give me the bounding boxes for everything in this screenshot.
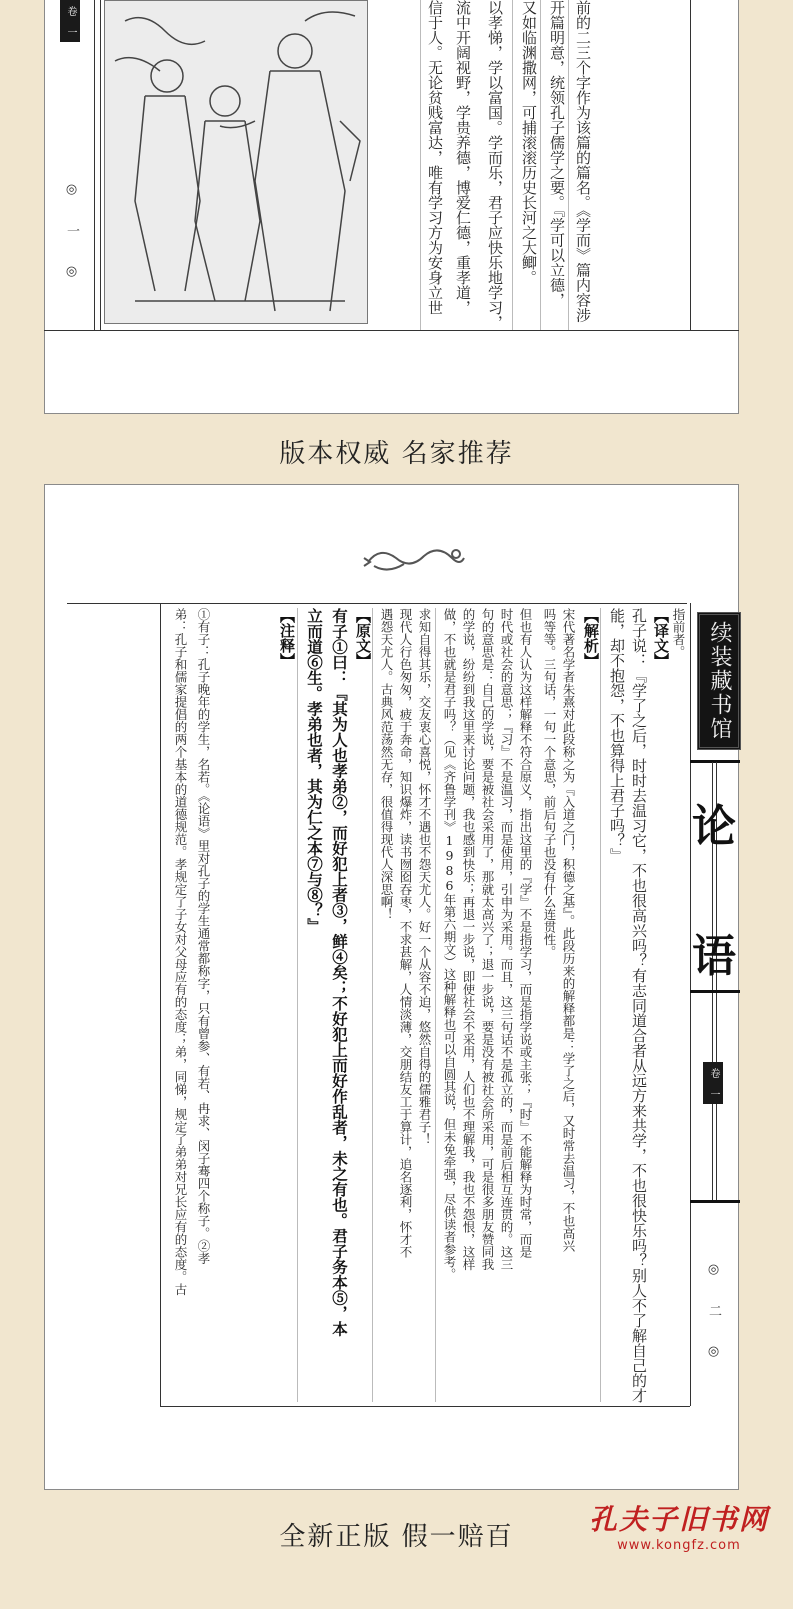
top-page-number: ◎ 一 ◎ [64, 182, 79, 285]
top-volume-tab: 卷 一 [60, 0, 80, 42]
bottom-column-note-2: 弟：孔子和儒家提倡的两个基本的道德规范。孝规定了子女对父母应有的态度；弟，同悌，规定了弟弟对兄长应有的态度。古 [173, 608, 188, 1296]
bottom-column-14: 现代人行色匆匆，疲于奔命，知识爆炸，读书囫囵吞枣，不求甚解，人情淡薄，交朋结友工于算计，追名逐利，怀才不 [398, 608, 413, 1258]
spine-rule-3 [690, 1200, 740, 1203]
col-rule [512, 0, 513, 330]
col-rule [568, 0, 569, 330]
top-column-1: 前的二三个字作为该篇的篇名。《学而》篇内容涉 [574, 0, 592, 323]
book-title-char-2: 语 [692, 931, 736, 982]
bottom-column-original-1: 有子①曰：『其为人也孝弟②，而好犯上者③，鲜④矣；不好犯上而好作乱者，未之有也。君子务本⑤，本 [330, 608, 349, 1337]
top-text-block [420, 0, 690, 330]
section-head-notes: 【注释】 [278, 608, 296, 668]
kongfz-watermark [589, 1498, 769, 1553]
bottom-column-8: 但也有人认为这样解释不符合原义，指出这里的『学』不是指学习，而是指学说或主张；『时』不能解释为时常，而是 [518, 608, 533, 1258]
bottom-page-number: ◎ 二 ◎ [706, 1262, 721, 1365]
brand-logo: 续装藏书馆 [697, 612, 741, 750]
watermark-name: 孔夫子旧书网 [588, 1503, 769, 1536]
top-column-5: 流中开阔视野，学贵养德，博爱仁德，重孝道， [454, 0, 472, 315]
bottom-volume-tab: 卷 一 [703, 1062, 723, 1104]
col-rule [297, 608, 298, 1402]
bottom-column-4: 能，却不抱怨，不也算得上君子吗？』 [608, 608, 626, 863]
caption-bottom: 全新正版 假一赔百 [279, 1522, 514, 1552]
bottom-text-block [160, 608, 690, 1402]
top-margin-rule-right [690, 0, 691, 330]
col-rule [420, 0, 421, 330]
top-margin-rule-left-inner [100, 0, 101, 330]
bottom-column-7: 吗等等。三句话，一句一个意思，前后句子也没有什么连贯性。 [542, 608, 557, 958]
watermark-url: www.kongfz.com [617, 1538, 741, 1553]
bottom-column-3: 孔子说：『学了之后，时时去温习它，不也很高兴吗？有志同道合者从远方来共学，不也很快乐吗？别人不了解自己的才 [630, 608, 648, 1403]
bottom-column-12: 做，不也就是君子吗？（见《齐鲁学刊》1986年第六期文）这种解释也可以自圆其说，但未免牵强，尽供读者参考。 [442, 608, 457, 1281]
spine-rule [690, 760, 740, 763]
top-column-4: 以孝悌，学以富国。学而乐，君子应快乐地学习， [486, 0, 504, 330]
confucius-illustration [104, 0, 368, 324]
top-margin-rule-left [94, 0, 95, 330]
bottom-column-6: 宋代著名学者朱熹对此段称之为『入道之门，积德之基』。此段历来的解释都是：学了之后，又时常去温习，不也高兴 [561, 608, 576, 1252]
section-head-translation: 【译文】 [652, 608, 670, 668]
col-rule [435, 608, 436, 1402]
dragon-ornament-icon [360, 540, 470, 578]
bottom-page-number-value: 二 [706, 1304, 721, 1323]
section-head-analysis: 【解析】 [582, 608, 600, 668]
bottom-column-15: 遇怨天尤人。古典风范荡然无存，很值得现代人深思啊！ [379, 608, 394, 921]
col-rule [372, 608, 373, 1402]
bottom-bottom-rule [160, 1406, 690, 1407]
bottom-column-1: 指前者。 [671, 608, 686, 658]
bottom-right-rule [690, 603, 691, 1406]
bottom-column-10: 句的意思是：自己的学说，要是被社会采用了，那就太高兴了；退一步说，要是没有被社会所采用，可是很多朋友赞同我 [480, 608, 495, 1271]
top-column-2: 开篇明意，统领孔子儒学之要。『学可以立德， [548, 0, 566, 308]
bottom-column-13: 求知自得其乐，交友衷心喜悦，怀才不遇也不怨天尤人。好一个从容不迫，悠然自得的儒雅君子！ [417, 608, 432, 1146]
bottom-column-11: 的学说，纷纷到我这里来讨论问题，我也感到快乐；再退一步说，即使社会不采用，人们也不理解我，我也不怨恨，这样 [461, 608, 476, 1271]
top-column-6: 信于人。无论贫贱富达，唯有学习方为安身立世 [426, 0, 444, 315]
section-head-original: 【原文】 [354, 608, 372, 668]
col-rule [600, 608, 601, 1402]
bottom-column-note-1: ①有子：孔子晚年的学生，名若。《论语》里对孔子的学生通常都称字，只有曾参、有若、冉求、闵子骞四个称子。②孝 [196, 608, 211, 1265]
caption-top: 版本权威 名家推荐 [279, 439, 514, 469]
spine-rule-2 [690, 990, 740, 993]
col-rule [540, 0, 541, 330]
top-column-3: 又如临渊撒网，可捕滚滚历史长河之大鲫。 [520, 0, 538, 285]
illustration-figures-icon [105, 1, 367, 323]
bottom-column-original-2: 立而道⑥生。孝弟也者，其为仁之本⑦与⑧？』 [305, 608, 324, 934]
bottom-column-9: 时代或社会的意思；『习』不是温习，而是使用，引申为采用。而且，这三句话不是孤立的，而是前后相互连贯的。这三 [499, 608, 514, 1271]
top-bottom-rule [44, 330, 739, 331]
book-title-char-1: 论 [692, 801, 736, 852]
top-page-number-value: 一 [64, 224, 79, 243]
